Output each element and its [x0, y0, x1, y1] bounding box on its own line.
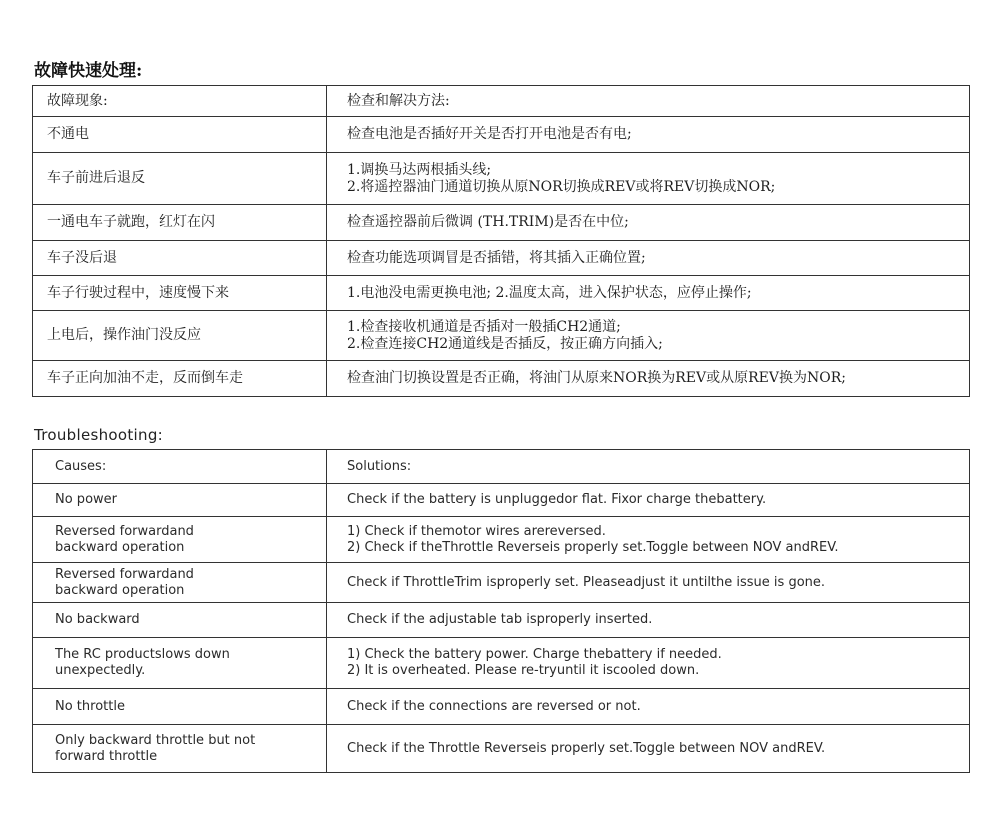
solution-line: Check if the connections are reversed or not.: [347, 698, 641, 714]
solution-line: Check if the Throttle Reverseis properly set.Toggle between NOV andREV.: [347, 740, 826, 756]
cause-cell: [33, 484, 327, 517]
solution-cell: [327, 517, 970, 563]
solution-line: 检查遥控器前后微调 (TH.TRIM)是否在中位;: [347, 214, 629, 230]
header-cause: 故障现象:: [33, 86, 327, 117]
solution-cell: [327, 205, 970, 241]
solution-line: 2) It is overheated. Please re-tryuntil it iscooled down.: [347, 663, 700, 678]
cause-line: backward operation: [55, 539, 185, 555]
cause-cell: [33, 689, 327, 725]
solution-cell: [327, 311, 970, 361]
cause-line: The RC productslows down: [55, 647, 230, 662]
english-section-title: Troubleshooting:: [34, 426, 164, 444]
table-row: [33, 563, 970, 603]
solution-line: 2.将遥控器油门通道切换从原NOR切换成REV或将REV切换成NOR;: [347, 178, 776, 195]
solution-cell: [327, 563, 970, 603]
cause-line: Reversed forwardand: [55, 566, 194, 582]
cause-line: unexpectedly.: [55, 663, 146, 678]
table-row: [33, 603, 970, 638]
cause-line: Reversed forwardand: [55, 523, 194, 539]
table-row: [33, 484, 970, 517]
cause-cell: [33, 725, 327, 773]
cause-line: No power: [55, 492, 117, 507]
solution-line: 1) Check if themotor wires arereversed.: [347, 523, 606, 539]
solution-line: 检查电池是否插好开关是否打开电池是否有电;: [347, 126, 632, 142]
solution-line: 2) Check if theThrottle Reverseis properly set.Toggle between NOV andREV.: [347, 539, 839, 555]
table-row: [33, 689, 970, 725]
cause-cell: 车子正向加油不走，反而倒车走: [33, 361, 327, 397]
cause-line: forward throttle: [55, 748, 158, 764]
solution-cell: [327, 361, 970, 397]
cause-cell: [33, 603, 327, 638]
cause-line: No backward: [55, 612, 140, 627]
table-row: [33, 517, 970, 563]
solution-cell: [327, 689, 970, 725]
cause-line: backward operation: [55, 582, 185, 598]
table-row: [33, 205, 970, 241]
cause-cell: 车子前进后退反: [33, 153, 327, 205]
header-solution: 检查和解决方法:: [327, 86, 970, 117]
solution-line: 2.检查连接CH2通道线是否插反，按正确方向插入;: [347, 335, 663, 352]
cause-cell: 不通电: [33, 117, 327, 153]
table-row: [33, 311, 970, 361]
cause-cell: [33, 638, 327, 689]
solution-line: Check if the battery is unpluggedor flat. Fixor charge thebattery.: [347, 492, 767, 507]
header-solution: Solutions:: [327, 450, 970, 484]
cause-cell: 车子行驶过程中，速度慢下来: [33, 276, 327, 311]
table-header-row: [33, 86, 970, 117]
solution-cell: [327, 638, 970, 689]
solution-cell: [327, 276, 970, 311]
table-row: [33, 153, 970, 205]
solution-cell: [327, 153, 970, 205]
table-row: [33, 361, 970, 397]
solution-line: 检查油门切换设置是否正确，将油门从原来NOR换为REV或从原REV换为NOR;: [347, 370, 846, 386]
header-cause: Causes:: [33, 450, 327, 484]
table-row: [33, 725, 970, 773]
table-row: [33, 276, 970, 311]
chinese-section-title: 故障快速处理:: [34, 61, 143, 81]
table-row: [33, 241, 970, 276]
solution-cell: [327, 117, 970, 153]
table-row: [33, 117, 970, 153]
cause-line: No throttle: [55, 698, 125, 714]
solution-cell: [327, 241, 970, 276]
solution-cell: [327, 603, 970, 638]
cause-cell: 一通电车子就跑，红灯在闪: [33, 205, 327, 241]
english-troubleshooting-table: [32, 449, 970, 773]
table-row: [33, 638, 970, 689]
cause-cell: 车子没后退: [33, 241, 327, 276]
table-header-row: [33, 450, 970, 484]
solution-cell: [327, 725, 970, 773]
solution-line: 1.检查接收机通道是否插对一般插CH2通道;: [347, 318, 621, 335]
solution-line: 1) Check the battery power. Charge thebattery if needed.: [347, 647, 722, 662]
cause-line: Only backward throttle but not: [55, 732, 256, 748]
chinese-troubleshooting-table: [32, 85, 970, 397]
solution-line: Check if ThrottleTrim isproperly set. Pleaseadjust it untilthe issue is gone.: [347, 574, 826, 590]
cause-cell: 上电后，操作油门没反应: [33, 311, 327, 361]
solution-line: 检查功能选项调冒是否插错，将其插入正确位置;: [347, 249, 646, 266]
cause-cell: [33, 563, 327, 603]
solution-line: 1.电池没电需更换电池; 2.温度太高，进入保护状态，应停止操作;: [347, 284, 752, 301]
cause-cell: [33, 517, 327, 563]
solution-line: 1.调换马达两根插头线;: [347, 161, 492, 178]
solution-cell: [327, 484, 970, 517]
solution-line: Check if the adjustable tab isproperly inserted.: [347, 612, 653, 627]
